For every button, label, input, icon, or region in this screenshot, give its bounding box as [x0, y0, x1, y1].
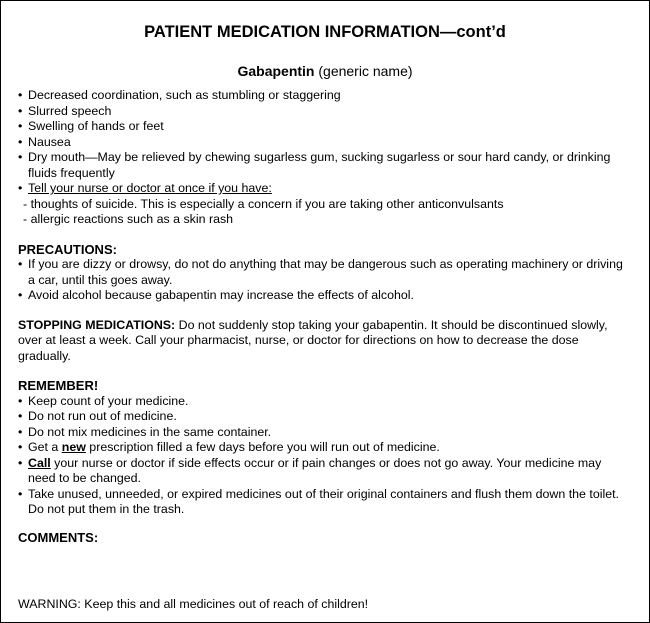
sub-item: - allergic reactions such as a skin rash: [23, 212, 234, 226]
stopping-medications-label: STOPPING MEDICATIONS:: [18, 317, 176, 332]
list-item: • Do not mix medicines in the same container.: [18, 425, 628, 441]
list-item: • Do not run out of medicine.: [18, 409, 628, 425]
list-item: • Dry mouth—May be relieved by chewing sugarless gum, sucking sugarless or sour hard candy, or drinking fluids frequently: [18, 150, 628, 181]
call-item-after: your nurse or doctor if side effects occur or if pain changes or does not go away. Your medicine may need to be changed.: [28, 455, 602, 485]
list-item: • Take unused, unneeded, or expired medicines out of their original containers and flush them down the toilet. Do not put them in the trash.: [18, 487, 628, 518]
generic-name-label: (generic name): [318, 63, 413, 79]
side-effects-list: [18, 88, 628, 228]
warning-text: WARNING: Keep this and all medicines out of reach of children!: [18, 597, 369, 611]
list-item: [18, 181, 628, 197]
list-item: • Decreased coordination, such as stumbling or staggering: [18, 88, 628, 104]
sub-item: - thoughts of suicide. This is especially a concern if you are taking other anticonvulsants: [23, 196, 504, 211]
new-item-before: Get a: [28, 440, 62, 454]
stopping-medications-text: Do not suddenly stop taking your gabapentin. It should be discontinued slowly, over at least a week. Call your pharmacist, nurse, or doctor for directions on how to decrease the dose gradually.: [18, 317, 608, 363]
tell-doctor-label: Tell your nurse or doctor at once if you have:: [28, 181, 272, 195]
comments-heading: COMMENTS:: [18, 529, 99, 545]
precautions-list: [18, 257, 628, 304]
list-item: • Avoid alcohol because gabapentin may increase the effects of alcohol.: [18, 288, 628, 304]
stopping-medications-paragraph: [18, 318, 628, 365]
precautions-heading: PRECAUTIONS:: [18, 241, 117, 257]
new-item-after: prescription filled a few days before you will run out of medicine.: [85, 440, 440, 454]
list-item: • Keep count of your medicine.: [18, 394, 628, 410]
list-item: • If you are dizzy or drowsy, do not do anything that may be dangerous such as operating machinery or driving a car, until this goes away.: [18, 257, 628, 288]
list-item: • Slurred speech: [18, 104, 628, 120]
list-item: • Nausea: [18, 135, 628, 151]
call-emphasis: Call: [28, 455, 51, 470]
drug-heading: [1, 62, 649, 80]
list-item: • Swelling of hands or feet: [18, 119, 628, 135]
drug-name: Gabapentin: [237, 63, 315, 79]
new-emphasis: new: [61, 440, 86, 454]
list-item: [18, 440, 628, 456]
list-item: [18, 456, 628, 487]
content: [18, 88, 628, 545]
page-title: PATIENT MEDICATION INFORMATION—cont’d: [144, 23, 506, 41]
remember-list: [18, 394, 628, 518]
remember-heading: REMEMBER!: [18, 378, 99, 393]
